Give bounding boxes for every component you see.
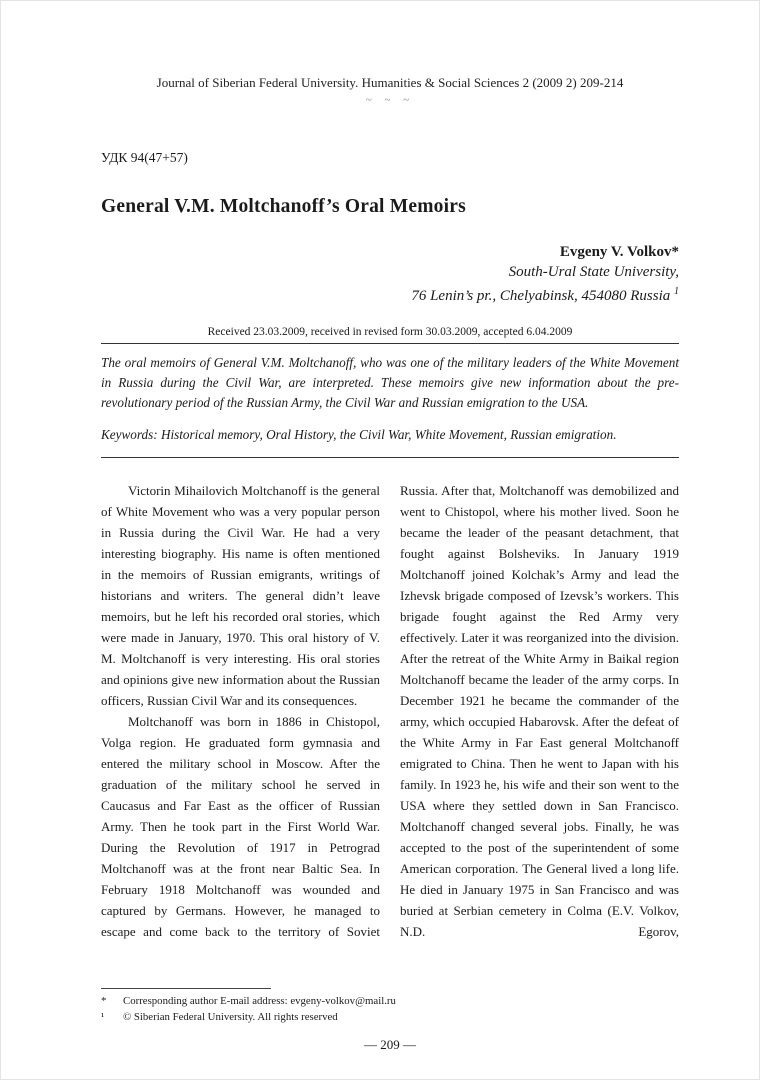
paper-title: General V.M. Moltchanoff’s Oral Memoirs [101,196,466,217]
footnote [101,994,679,1010]
author-affiliation-line1: South-Ural State University, [508,264,679,280]
abstract-text: The oral memoirs of General V.M. Moltchanoff, who was one of the military leaders of the White Movement in Russia during the Civil War, are interpreted. These memoirs give new information about the pre-revolutionary period of the Russian Army, the Civil War and Russian emigration to the USA. [101,355,679,410]
journal-header: Journal of Siberian Federal University. Humanities & Social Sciences 2 (2009 2) 209-214 [156,75,624,90]
body-left-column [101,480,380,942]
header-ornament: ~ ~ ~ [365,94,415,106]
footnote [101,1010,679,1026]
author-affiliation-line2 [101,282,679,306]
author-name: Evgeny V. Volkov* [559,244,679,260]
footnote-divider [101,988,271,989]
footnote-marker: ¹ [101,1010,105,1023]
received-dates-line: Received 23.03.2009, received in revised form 30.03.2009, accepted 6.04.2009 [207,326,573,338]
udk-code: УДК 94(47+57) [101,150,188,165]
footnote-text: Corresponding author E-mail address: evgeny-volkov@mail.ru [123,995,396,1007]
page-footer [101,974,679,1053]
affiliation-footnote-ref: 1 [674,286,679,297]
footnote-marker: * [101,995,107,1007]
paragraph: Moltchanoff was born in 1886 in Chistopol, Volga region. He graduated form gymnasia and entered the military school in Moscow. After the graduation of the military school he served in Caucasus and Far East as the officer of Russian Army. Then he took part in the First World War. During the Revolution of 1917 in Petrograd Moltchanoff was at the front near Baltic Sea. In February 1918 Moltchanoff was wounded and captured by Germans. However, he managed to escape and come back to the territory of Soviet [101,714,380,939]
paragraph: Victorin Mihailovich Moltchanoff is the general of White Movement who was a very popular person in Russia during the Civil War. He had a very interesting biography. His name is often mentioned in the memoirs of Russian emigrants, writings of historians and writers. The general didn’t leave memoirs, but he left his recorded oral stories, which were made in January, 1970. This oral history of V. M. Moltchanoff is very interesting. His oral stories and opinions give new information about the Russian officers, Russian Civil War and its consequences. [101,483,380,708]
body-right-column [400,480,679,942]
footnote-text: © Siberian Federal University. All rights reserved [123,1010,338,1023]
abstract-box [101,343,679,458]
affiliation-address: 76 Lenin’s pr., Chelyabinsk, 454080 Russia [411,288,674,304]
author-block [101,242,679,306]
page-number: — 209 — [364,1037,416,1052]
body-columns [101,480,679,942]
keywords-line: Keywords: Historical memory, Oral History, the Civil War, White Movement, Russian emigration. [101,427,617,442]
paragraph: Russia. After that, Moltchanoff was demobilized and went to Chistopol, where his mother lived. Soon he became the leader of the peasant detachment, that fought against Bolsheviks. In January 1919 Moltchanoff joined Kolchak’s Army and lead the Izhevsk brigade composed of Izevsk’s workers. This brigade fought against the Red Army very effectively. Later it was reorganized into the division. After the retreat of the White Army in Baikal region Moltchanoff became the leader of the army corps. In December 1921 he became the commander of the army, which occupied Habarovsk. After the defeat of the White Army in Far East general Moltchanoff emigrated to China. Then he went to Japan with his family. In 1923 he, his wife and their son went to the USA where they settled down in San Francisco. Moltchanoff changed several jobs. Finally, he was accepted to the post of the superintendent of some American corporation. The General lived a long life. He died in January 1975 in San Francisco and was buried at Serbian cemetery in Colma (E.V. Volkov, N.D. Egorov, [400,483,679,939]
